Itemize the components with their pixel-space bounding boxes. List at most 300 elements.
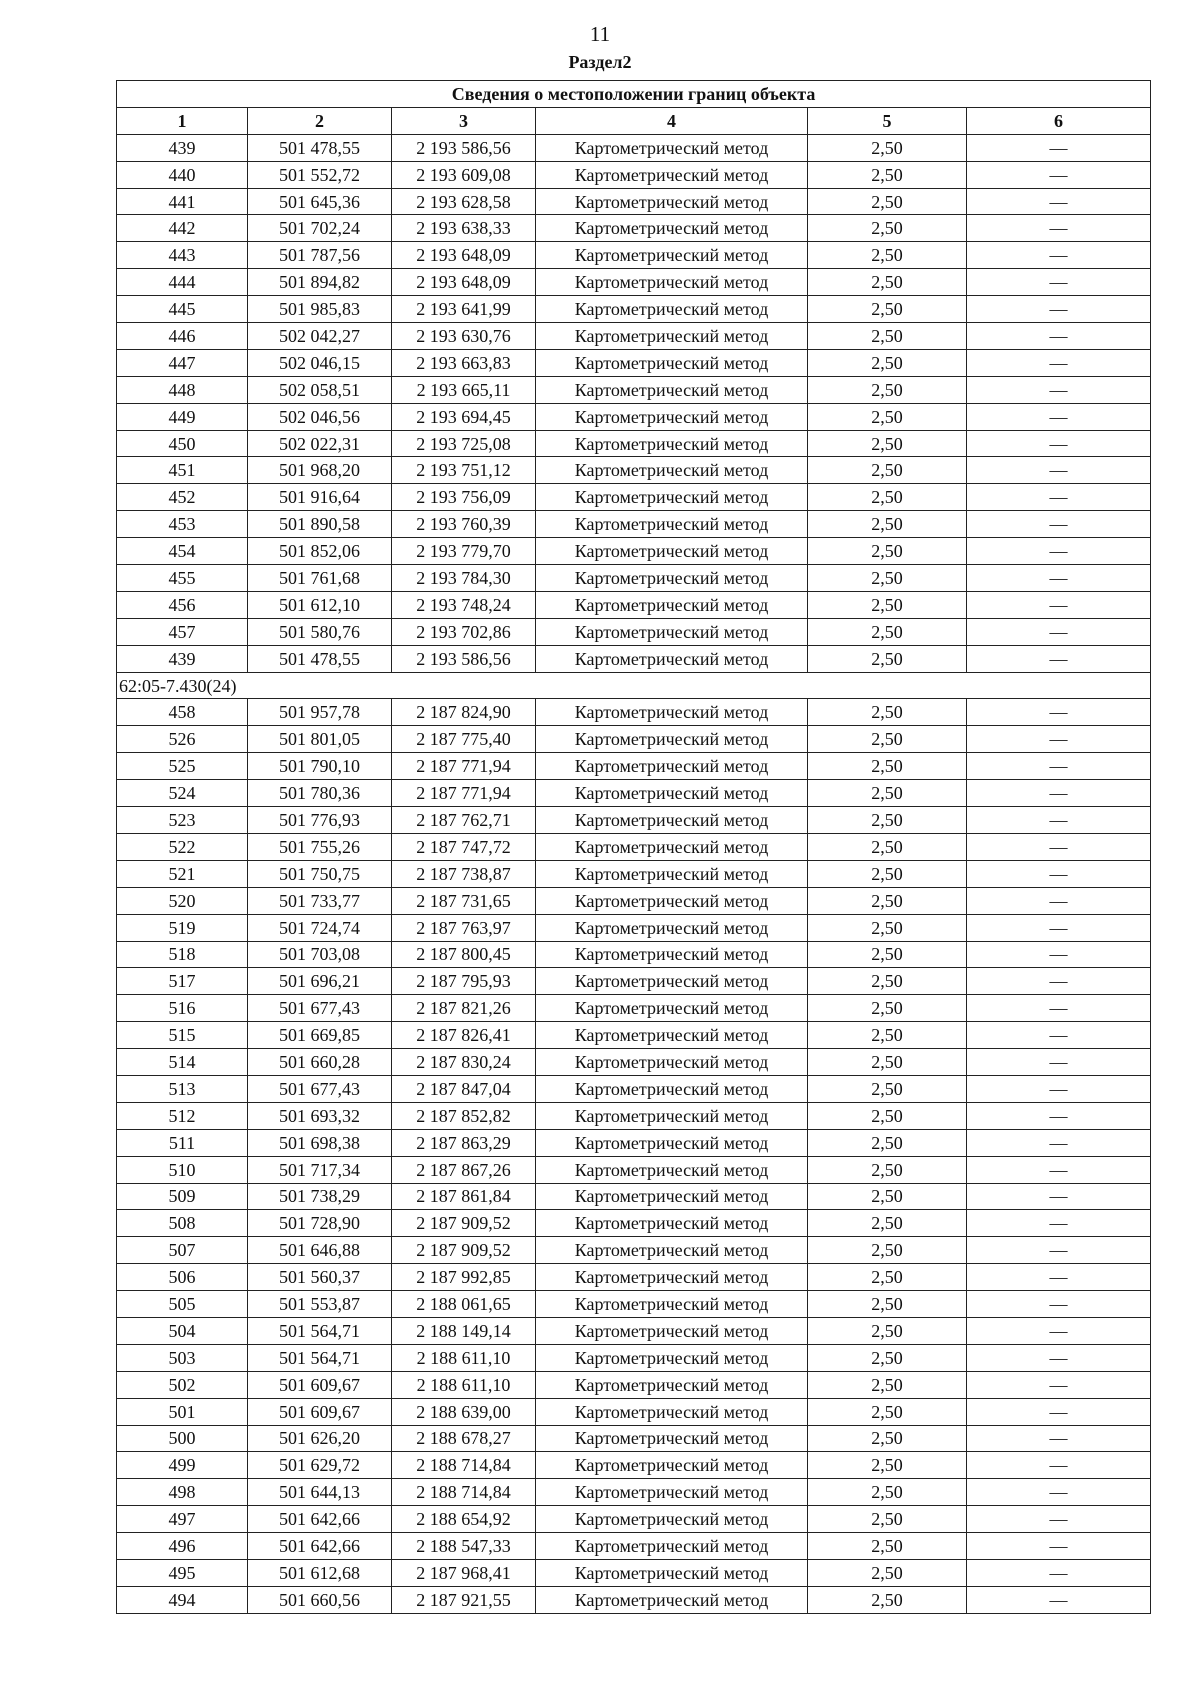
table-row [117,296,1151,323]
precision-cell: 2,50 [808,1049,967,1076]
table-row [117,1506,1151,1533]
x-coordinate-cell: 502 046,15 [248,349,392,376]
precision-cell: 2,50 [808,1452,967,1479]
table-row [117,484,1151,511]
point-number-cell: 498 [117,1479,248,1506]
x-coordinate-cell: 501 478,55 [248,645,392,672]
y-coordinate-cell: 2 193 665,11 [392,376,536,403]
table-row [117,349,1151,376]
description-cell: — [967,1156,1151,1183]
x-coordinate-cell: 501 564,71 [248,1344,392,1371]
y-coordinate-cell: 2 193 760,39 [392,511,536,538]
precision-cell: 2,50 [808,995,967,1022]
precision-cell: 2,50 [808,1344,967,1371]
table-row [117,1452,1151,1479]
point-number-cell: 525 [117,753,248,780]
table-row [117,1156,1151,1183]
y-coordinate-cell: 2 188 149,14 [392,1317,536,1344]
y-coordinate-cell: 2 187 992,85 [392,1264,536,1291]
method-cell: Картометрический метод [536,753,808,780]
table-caption: Сведения о местоположении границ объекта [117,81,1151,108]
x-coordinate-cell: 501 801,05 [248,726,392,753]
point-number-cell: 515 [117,1022,248,1049]
x-coordinate-cell: 502 042,27 [248,323,392,350]
point-number-cell: 502 [117,1371,248,1398]
y-coordinate-cell: 2 193 638,33 [392,215,536,242]
x-coordinate-cell: 501 790,10 [248,753,392,780]
precision-cell: 2,50 [808,1559,967,1586]
precision-cell: 2,50 [808,1156,967,1183]
point-number-cell: 497 [117,1506,248,1533]
y-coordinate-cell: 2 187 771,94 [392,753,536,780]
x-coordinate-cell: 501 787,56 [248,242,392,269]
column-header: 2 [248,107,392,134]
table-row [117,1344,1151,1371]
method-cell: Картометрический метод [536,430,808,457]
y-coordinate-cell: 2 188 714,84 [392,1452,536,1479]
method-cell: Картометрический метод [536,296,808,323]
description-cell: — [967,1022,1151,1049]
description-cell: — [967,995,1151,1022]
description-cell: — [967,618,1151,645]
description-cell: — [967,269,1151,296]
precision-cell: 2,50 [808,269,967,296]
y-coordinate-cell: 2 193 694,45 [392,403,536,430]
table-row [117,1129,1151,1156]
precision-cell: 2,50 [808,242,967,269]
y-coordinate-cell: 2 187 863,29 [392,1129,536,1156]
x-coordinate-cell: 501 761,68 [248,565,392,592]
method-cell: Картометрический метод [536,457,808,484]
point-number-cell: 442 [117,215,248,242]
x-coordinate-cell: 501 642,66 [248,1533,392,1560]
x-coordinate-cell: 501 985,83 [248,296,392,323]
description-cell: — [967,1559,1151,1586]
table-row [117,269,1151,296]
description-cell: — [967,134,1151,161]
parcel-number: 62:05-7.430(24) [117,672,1151,699]
precision-cell: 2,50 [808,699,967,726]
x-coordinate-cell: 501 968,20 [248,457,392,484]
table-row [117,565,1151,592]
precision-cell: 2,50 [808,914,967,941]
x-coordinate-cell: 501 560,37 [248,1264,392,1291]
description-cell: — [967,1506,1151,1533]
point-number-cell: 508 [117,1210,248,1237]
point-number-cell: 518 [117,941,248,968]
y-coordinate-cell: 2 193 641,99 [392,296,536,323]
table-row [117,860,1151,887]
precision-cell: 2,50 [808,1075,967,1102]
x-coordinate-cell: 501 698,38 [248,1129,392,1156]
method-cell: Картометрический метод [536,1371,808,1398]
point-number-cell: 440 [117,161,248,188]
description-cell: — [967,430,1151,457]
method-cell: Картометрический метод [536,699,808,726]
table-row [117,1237,1151,1264]
table-row [117,1264,1151,1291]
table-row [117,134,1151,161]
table-row [117,1371,1151,1398]
x-coordinate-cell: 502 022,31 [248,430,392,457]
y-coordinate-cell: 2 187 852,82 [392,1102,536,1129]
method-cell: Картометрический метод [536,995,808,1022]
method-cell: Картометрический метод [536,1506,808,1533]
y-coordinate-cell: 2 193 725,08 [392,430,536,457]
x-coordinate-cell: 501 755,26 [248,833,392,860]
y-coordinate-cell: 2 187 762,71 [392,807,536,834]
table-row [117,1075,1151,1102]
method-cell: Картометрический метод [536,1533,808,1560]
table-row [117,1425,1151,1452]
description-cell: — [967,403,1151,430]
precision-cell: 2,50 [808,780,967,807]
y-coordinate-cell: 2 187 821,26 [392,995,536,1022]
y-coordinate-cell: 2 188 714,84 [392,1479,536,1506]
description-cell: — [967,376,1151,403]
y-coordinate-cell: 2 188 061,65 [392,1291,536,1318]
y-coordinate-cell: 2 187 775,40 [392,726,536,753]
precision-cell: 2,50 [808,484,967,511]
description-cell: — [967,1049,1151,1076]
table-row [117,995,1151,1022]
precision-cell: 2,50 [808,753,967,780]
x-coordinate-cell: 501 890,58 [248,511,392,538]
point-number-cell: 511 [117,1129,248,1156]
point-number-cell: 513 [117,1075,248,1102]
description-cell: — [967,1398,1151,1425]
x-coordinate-cell: 501 957,78 [248,699,392,726]
method-cell: Картометрический метод [536,1210,808,1237]
method-cell: Картометрический метод [536,914,808,941]
table-row [117,242,1151,269]
table-row [117,1049,1151,1076]
point-number-cell: 445 [117,296,248,323]
table-row [117,511,1151,538]
description-cell: — [967,753,1151,780]
point-number-cell: 494 [117,1586,248,1613]
x-coordinate-cell: 501 669,85 [248,1022,392,1049]
method-cell: Картометрический метод [536,215,808,242]
table-row [117,376,1151,403]
x-coordinate-cell: 501 894,82 [248,269,392,296]
point-number-cell: 444 [117,269,248,296]
precision-cell: 2,50 [808,726,967,753]
precision-cell: 2,50 [808,1183,967,1210]
section-title: Раздел2 [568,52,632,72]
column-header: 3 [392,107,536,134]
precision-cell: 2,50 [808,296,967,323]
y-coordinate-cell: 2 188 611,10 [392,1344,536,1371]
y-coordinate-cell: 2 187 909,52 [392,1237,536,1264]
method-cell: Картометрический метод [536,349,808,376]
point-number-cell: 499 [117,1452,248,1479]
point-number-cell: 521 [117,860,248,887]
precision-cell: 2,50 [808,215,967,242]
description-cell: — [967,645,1151,672]
precision-cell: 2,50 [808,1291,967,1318]
method-cell: Картометрический метод [536,860,808,887]
x-coordinate-cell: 501 750,75 [248,860,392,887]
table-row [117,1586,1151,1613]
column-header: 1 [117,107,248,134]
precision-cell: 2,50 [808,457,967,484]
description-cell: — [967,323,1151,350]
x-coordinate-cell: 501 852,06 [248,538,392,565]
method-cell: Картометрический метод [536,1559,808,1586]
description-cell: — [967,1425,1151,1452]
y-coordinate-cell: 2 187 824,90 [392,699,536,726]
x-coordinate-cell: 501 580,76 [248,618,392,645]
method-cell: Картометрический метод [536,1075,808,1102]
point-number-cell: 510 [117,1156,248,1183]
description-cell: — [967,968,1151,995]
description-cell: — [967,1075,1151,1102]
x-coordinate-cell: 501 696,21 [248,968,392,995]
table-row [117,753,1151,780]
description-cell: — [967,1237,1151,1264]
precision-cell: 2,50 [808,1022,967,1049]
table-row [117,591,1151,618]
point-number-cell: 503 [117,1344,248,1371]
precision-cell: 2,50 [808,887,967,914]
method-cell: Картометрический метод [536,807,808,834]
description-cell: — [967,484,1151,511]
table-row [117,1398,1151,1425]
method-cell: Картометрический метод [536,511,808,538]
table-row [117,941,1151,968]
method-cell: Картометрический метод [536,1102,808,1129]
precision-cell: 2,50 [808,941,967,968]
precision-cell: 2,50 [808,1479,967,1506]
precision-cell: 2,50 [808,1371,967,1398]
description-cell: — [967,349,1151,376]
precision-cell: 2,50 [808,1102,967,1129]
x-coordinate-cell: 501 780,36 [248,780,392,807]
method-cell: Картометрический метод [536,591,808,618]
method-cell: Картометрический метод [536,941,808,968]
point-number-cell: 447 [117,349,248,376]
table-row [117,323,1151,350]
x-coordinate-cell: 501 564,71 [248,1317,392,1344]
table-row [117,1317,1151,1344]
method-cell: Картометрический метод [536,1425,808,1452]
point-number-cell: 452 [117,484,248,511]
point-number-cell: 446 [117,323,248,350]
point-number-cell: 506 [117,1264,248,1291]
x-coordinate-cell: 501 724,74 [248,914,392,941]
point-number-cell: 496 [117,1533,248,1560]
table-row [117,430,1151,457]
y-coordinate-cell: 2 188 678,27 [392,1425,536,1452]
table-row [117,807,1151,834]
precision-cell: 2,50 [808,1237,967,1264]
description-cell: — [967,161,1151,188]
method-cell: Картометрический метод [536,242,808,269]
y-coordinate-cell: 2 193 586,56 [392,645,536,672]
table-row [117,645,1151,672]
description-cell: — [967,242,1151,269]
precision-cell: 2,50 [808,1586,967,1613]
method-cell: Картометрический метод [536,833,808,860]
description-cell: — [967,591,1151,618]
point-number-cell: 456 [117,591,248,618]
y-coordinate-cell: 2 187 747,72 [392,833,536,860]
table-row [117,1479,1151,1506]
description-cell: — [967,1183,1151,1210]
description-cell: — [967,780,1151,807]
description-cell: — [967,1479,1151,1506]
x-coordinate-cell: 501 660,56 [248,1586,392,1613]
precision-cell: 2,50 [808,376,967,403]
description-cell: — [967,215,1151,242]
x-coordinate-cell: 501 626,20 [248,1425,392,1452]
description-cell: — [967,833,1151,860]
description-cell: — [967,1371,1151,1398]
column-header: 6 [967,107,1151,134]
method-cell: Картометрический метод [536,1129,808,1156]
method-cell: Картометрический метод [536,565,808,592]
page-number: 11 [589,22,611,46]
method-cell: Картометрический метод [536,1156,808,1183]
parcel-group-row [117,672,1151,699]
precision-cell: 2,50 [808,968,967,995]
point-number-cell: 457 [117,618,248,645]
point-number-cell: 439 [117,645,248,672]
method-cell: Картометрический метод [536,1022,808,1049]
y-coordinate-cell: 2 193 756,09 [392,484,536,511]
description-cell: — [967,1533,1151,1560]
y-coordinate-cell: 2 193 702,86 [392,618,536,645]
point-number-cell: 507 [117,1237,248,1264]
table-row [117,538,1151,565]
y-coordinate-cell: 2 187 830,24 [392,1049,536,1076]
y-coordinate-cell: 2 187 861,84 [392,1183,536,1210]
y-coordinate-cell: 2 193 609,08 [392,161,536,188]
point-number-cell: 441 [117,188,248,215]
point-number-cell: 450 [117,430,248,457]
table-header-row [117,107,1151,134]
table-row [117,780,1151,807]
method-cell: Картометрический метод [536,780,808,807]
point-number-cell: 504 [117,1317,248,1344]
description-cell: — [967,1586,1151,1613]
y-coordinate-cell: 2 187 867,26 [392,1156,536,1183]
point-number-cell: 449 [117,403,248,430]
y-coordinate-cell: 2 193 663,83 [392,349,536,376]
x-coordinate-cell: 501 776,93 [248,807,392,834]
method-cell: Картометрический метод [536,887,808,914]
method-cell: Картометрический метод [536,161,808,188]
x-coordinate-cell: 501 644,13 [248,1479,392,1506]
x-coordinate-cell: 501 703,08 [248,941,392,968]
y-coordinate-cell: 2 193 586,56 [392,134,536,161]
description-cell: — [967,1102,1151,1129]
method-cell: Картометрический метод [536,269,808,296]
point-number-cell: 522 [117,833,248,860]
method-cell: Картометрический метод [536,1586,808,1613]
table-row [117,1533,1151,1560]
x-coordinate-cell: 501 642,66 [248,1506,392,1533]
y-coordinate-cell: 2 188 547,33 [392,1533,536,1560]
y-coordinate-cell: 2 187 795,93 [392,968,536,995]
x-coordinate-cell: 501 677,43 [248,995,392,1022]
method-cell: Картометрический метод [536,376,808,403]
method-cell: Картометрический метод [536,323,808,350]
description-cell: — [967,914,1151,941]
table-body [117,134,1151,1613]
precision-cell: 2,50 [808,1533,967,1560]
column-header: 4 [536,107,808,134]
y-coordinate-cell: 2 193 628,58 [392,188,536,215]
precision-cell: 2,50 [808,1317,967,1344]
y-coordinate-cell: 2 193 648,09 [392,269,536,296]
description-cell: — [967,1264,1151,1291]
point-number-cell: 439 [117,134,248,161]
point-number-cell: 500 [117,1425,248,1452]
method-cell: Картометрический метод [536,1264,808,1291]
x-coordinate-cell: 501 612,68 [248,1559,392,1586]
y-coordinate-cell: 2 193 748,24 [392,591,536,618]
method-cell: Картометрический метод [536,1398,808,1425]
description-cell: — [967,296,1151,323]
precision-cell: 2,50 [808,134,967,161]
y-coordinate-cell: 2 193 784,30 [392,565,536,592]
point-number-cell: 526 [117,726,248,753]
description-cell: — [967,1210,1151,1237]
table-row [117,215,1151,242]
description-cell: — [967,538,1151,565]
method-cell: Картометрический метод [536,134,808,161]
point-number-cell: 524 [117,780,248,807]
method-cell: Картометрический метод [536,1049,808,1076]
x-coordinate-cell: 501 738,29 [248,1183,392,1210]
method-cell: Картометрический метод [536,1452,808,1479]
point-number-cell: 509 [117,1183,248,1210]
y-coordinate-cell: 2 193 630,76 [392,323,536,350]
description-cell: — [967,1317,1151,1344]
method-cell: Картометрический метод [536,618,808,645]
x-coordinate-cell: 501 728,90 [248,1210,392,1237]
table-row [117,914,1151,941]
y-coordinate-cell: 2 187 738,87 [392,860,536,887]
table-row [117,1291,1151,1318]
precision-cell: 2,50 [808,161,967,188]
point-number-cell: 505 [117,1291,248,1318]
table-row [117,1022,1151,1049]
precision-cell: 2,50 [808,1129,967,1156]
point-number-cell: 501 [117,1398,248,1425]
point-number-cell: 453 [117,511,248,538]
table-row [117,887,1151,914]
table-row [117,968,1151,995]
precision-cell: 2,50 [808,1506,967,1533]
point-number-cell: 517 [117,968,248,995]
table-row [117,161,1151,188]
precision-cell: 2,50 [808,188,967,215]
x-coordinate-cell: 502 058,51 [248,376,392,403]
description-cell: — [967,807,1151,834]
y-coordinate-cell: 2 187 909,52 [392,1210,536,1237]
y-coordinate-cell: 2 187 731,65 [392,887,536,914]
table-row [117,618,1151,645]
y-coordinate-cell: 2 187 763,97 [392,914,536,941]
y-coordinate-cell: 2 187 921,55 [392,1586,536,1613]
x-coordinate-cell: 501 629,72 [248,1452,392,1479]
method-cell: Картометрический метод [536,403,808,430]
coordinates-table [116,80,1151,1614]
description-cell: — [967,511,1151,538]
